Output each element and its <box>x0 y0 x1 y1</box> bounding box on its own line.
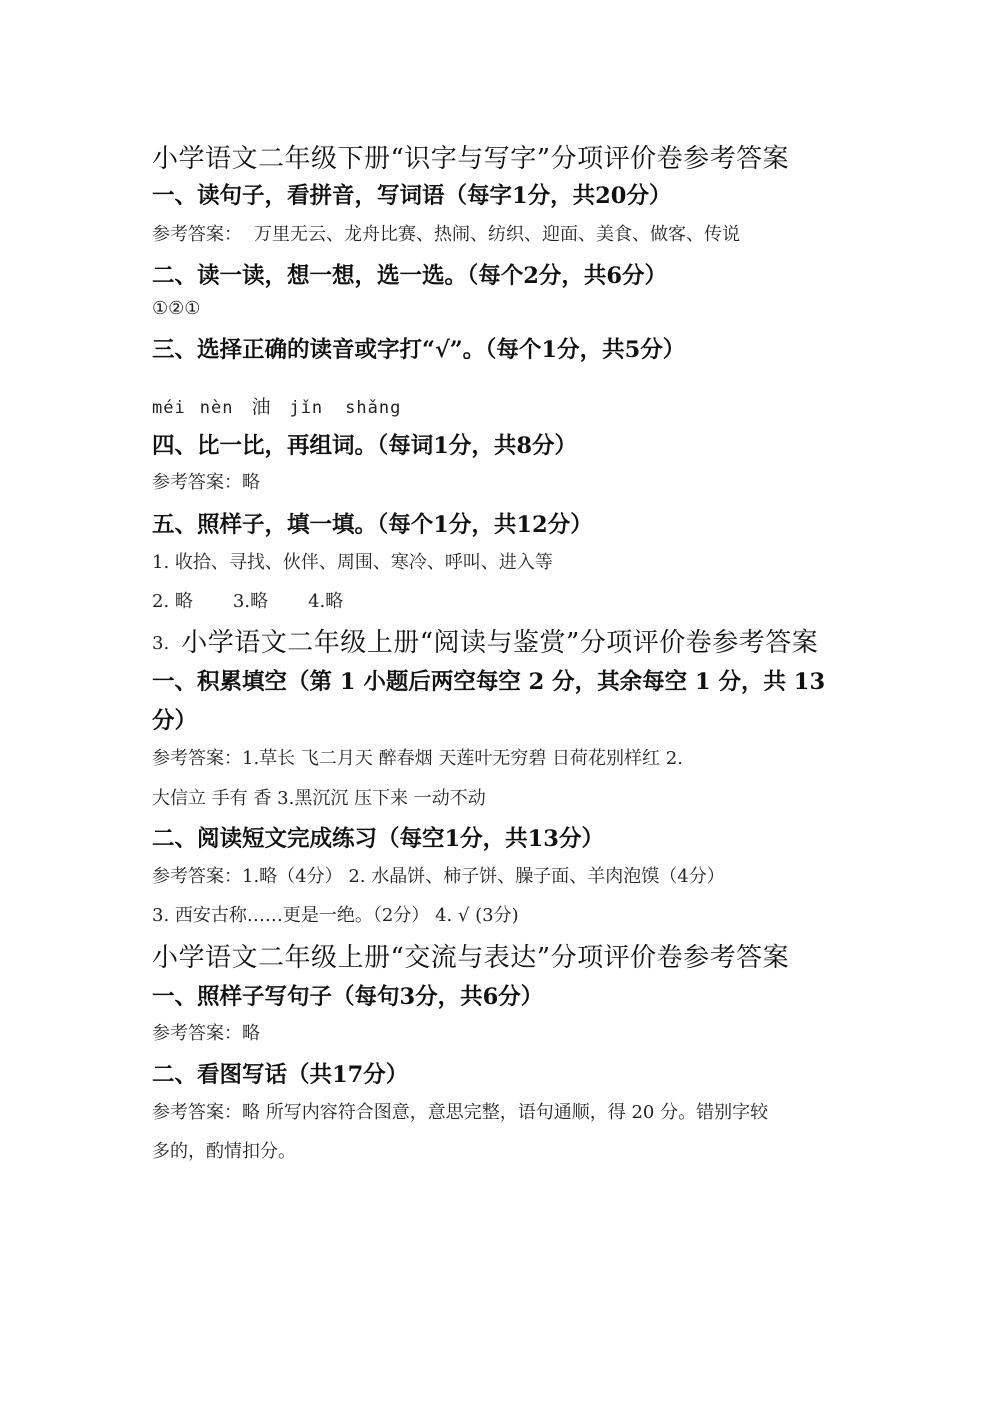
question-heading-3: 三、选择正确的读音或字打“√”。（每个1分，共5分） <box>152 337 686 363</box>
pinyin-nen: nèn <box>199 398 234 418</box>
answer-item: 4.略 <box>308 591 344 612</box>
answer-line: 参考答案：略 <box>152 1023 260 1044</box>
answer-circled-numbers: ①②① <box>152 298 201 319</box>
answer-line-continued: 大信立 手有 香 3.黑沉沉 压下来 一动不动 <box>152 788 486 809</box>
answer-line: 参考答案：1.草长 飞二月天 醉春烟 天莲叶无穷碧 日荷花别样红 2. <box>152 748 683 769</box>
question-heading-1: 一、积累填空（第 1 小题后两空每空 2 分，其余每空 1 分，共 13 <box>152 669 826 695</box>
answer-item: 2. 略 <box>152 591 193 612</box>
section-title-communication: 小学语文二年级上册“交流与表达”分项评价卷参考答案 <box>152 943 790 973</box>
answer-line-continued: 多的，酌情扣分。 <box>152 1141 296 1162</box>
pinyin-mei: méi <box>152 398 186 418</box>
answer-line <box>152 220 740 246</box>
char-you: 油 <box>251 396 272 418</box>
pinyin-shang: shǎng <box>345 398 402 418</box>
question-heading-1: 一、照样子写句子（每句3分，共6分） <box>152 984 544 1010</box>
question-heading-1-continued: 分） <box>152 708 198 734</box>
answer-line: 参考答案：略 所写内容符合图意，意思完整，语句通顺，得 20 分。错别字较 <box>152 1102 769 1123</box>
pinyin-answers <box>152 392 401 419</box>
question-heading-2: 二、看图写话（共17分） <box>152 1062 409 1088</box>
question-heading-4: 四、比一比，再组词。（每词1分，共8分） <box>152 433 578 459</box>
question-heading-2: 二、阅读短文完成练习（每空1分，共13分） <box>152 826 604 852</box>
answer-line-continued: 3. 西安古称……更是一绝。（2分） 4. √ (3分) <box>152 905 519 926</box>
answer-line: 1. 收拾、寻找、伙伴、周围、寒冷、呼叫、进入等 <box>152 552 553 573</box>
question-heading-1: 一、读句子，看拼音，写词语（每字1分，共20分） <box>152 183 672 209</box>
pinyin-jin: jǐn <box>289 398 324 418</box>
section-title-reading <box>152 622 818 659</box>
section-title-text: 小学语文二年级上册“阅读与鉴赏”分项评价卷参考答案 <box>181 628 819 658</box>
section-title-literacy: 小学语文二年级下册“识字与写字”分项评价卷参考答案 <box>152 144 790 174</box>
answer-item: 3.略 <box>232 591 269 612</box>
answer-line <box>152 587 343 613</box>
answer-line: 参考答案：1.略（4分） 2. 水晶饼、柿子饼、臊子面、羊肉泡馍（4分） <box>152 866 725 887</box>
title-prefix: 3. <box>152 633 170 654</box>
question-heading-5: 五、照样子，填一填。（每个1分，共12分） <box>152 512 593 538</box>
answer-line: 参考答案：略 <box>152 472 260 493</box>
answer-text: 万里无云、龙舟比赛、热闹、纺织、迎面、美食、做客、传说 <box>254 224 740 245</box>
answer-label: 参考答案： <box>152 224 242 245</box>
question-heading-2: 二、读一读，想一想，选一选。（每个2分，共6分） <box>152 263 668 289</box>
